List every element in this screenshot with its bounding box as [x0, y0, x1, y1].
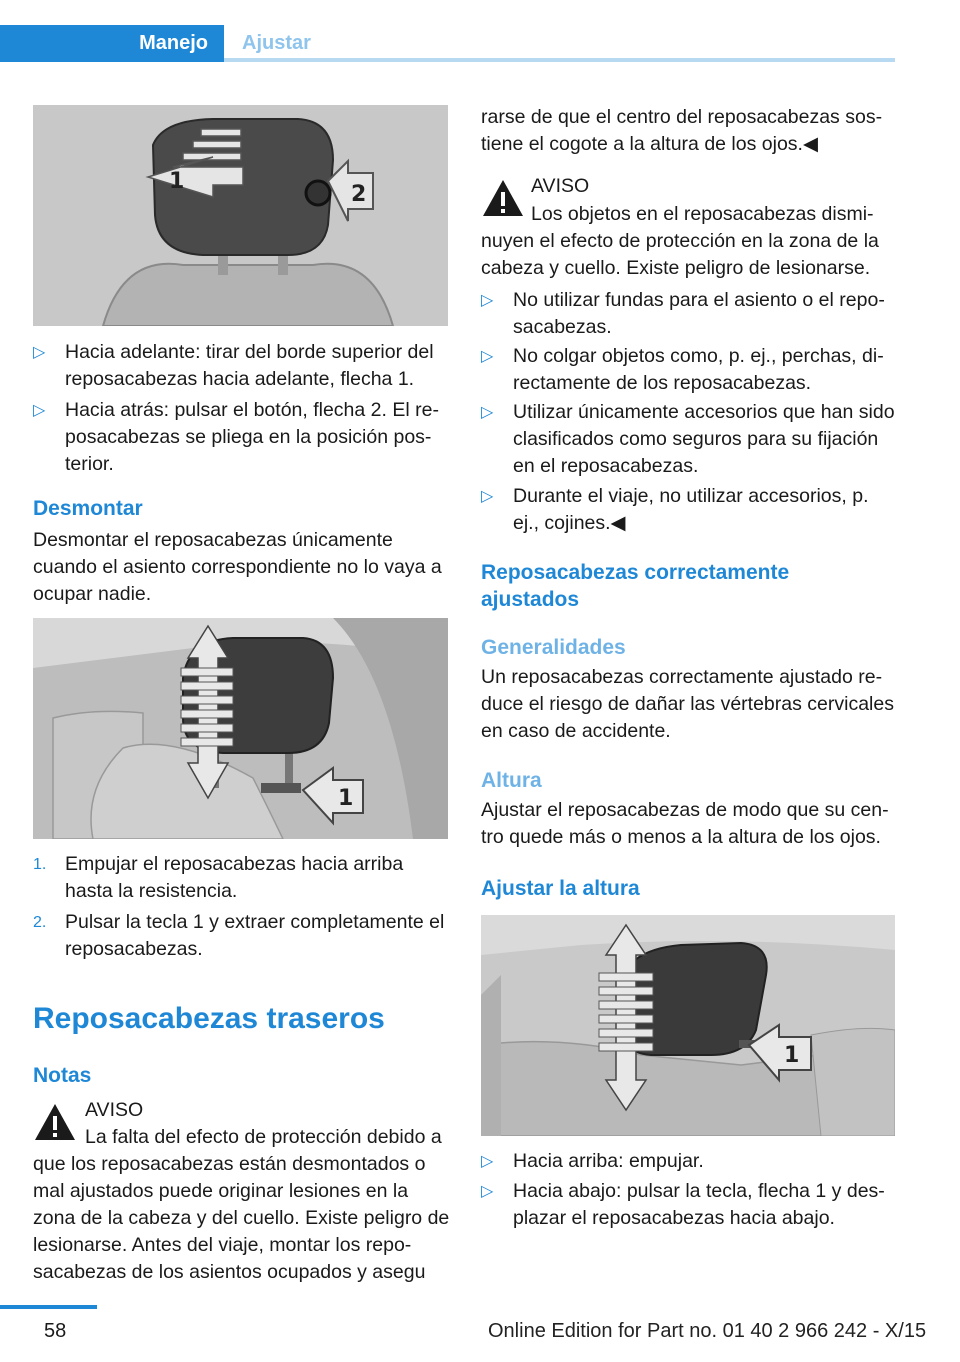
img3-label-1: 1	[784, 1043, 800, 1068]
generalidades-paragraph: Un reposacabezas correctamente ajustado reduce el riesgo de dañar las vértebras cervicales en caso de accidente.	[481, 666, 894, 742]
bullet-forward	[33, 339, 449, 393]
aviso-text-right: Los objetos en el reposacabezas disminuyen el efecto de protección en la zona de la cabeza y cuello. Existe peligro de lesionarse.	[481, 203, 879, 279]
bullet-marker: ▷	[481, 348, 494, 365]
heading-correct: Reposacabezas correctamente ajustados	[481, 561, 790, 611]
heading-ajustar-altura: Ajustar la altura	[481, 877, 640, 900]
bullet-down	[481, 1178, 897, 1232]
step-number: 2.	[33, 914, 47, 931]
step-text: Pulsar la tecla 1 y extraer completamente el reposacabezas.	[65, 911, 445, 960]
bullet-marker: ▷	[481, 1183, 494, 1200]
bullet-text: Hacia adelante: tirar del borde superior del reposacabezas hacia adelante, flecha 1.	[65, 341, 434, 390]
img1-label-1: 1	[169, 169, 185, 194]
section-title: Reposacabezas traseros	[33, 1002, 385, 1035]
aviso-label: AVISO	[85, 1099, 144, 1121]
tab-ajustar-label: Ajustar	[242, 32, 311, 54]
bullet-text: Hacia atrás: pulsar el botón, flecha 2. El reposacabezas se pliega en la posición posterior.	[65, 399, 439, 475]
img1-label-2: 2	[351, 182, 367, 207]
bullet-marker: ▷	[481, 488, 494, 505]
bullet-item	[481, 483, 897, 537]
aviso-paragraph-right	[481, 201, 901, 282]
tab-ajustar[interactable]	[224, 25, 895, 62]
heading-desmontar: Desmontar	[33, 497, 143, 520]
step-2	[33, 909, 449, 963]
bullet-text: Durante el viaje, no utilizar accesorios, p. ej., cojines.◀	[513, 485, 869, 534]
step-1	[33, 851, 449, 905]
bullet-marker: ▷	[481, 292, 494, 309]
bullet-up	[481, 1148, 897, 1175]
desmontar-paragraph: Desmontar el reposacabezas únicamente cuando el asiento correspondiente no lo vaya a ocupar nadie.	[33, 529, 442, 605]
edition-text: Online Edition for Part no. 01 40 2 966 242 - X/15	[488, 1320, 927, 1342]
continued-paragraph: rarse de que el centro del reposacabezas sostiene el cogote a la altura de los ojos.◀	[481, 106, 883, 155]
bullet-text: No utilizar fundas para el asiento o el reposacabezas.	[513, 289, 885, 338]
aviso-paragraph	[33, 1124, 453, 1286]
bullet-text: No colgar objetos como, p. ej., perchas, directamente de los reposacabezas.	[513, 345, 884, 394]
headrest-tilt-illustration	[33, 105, 448, 326]
bullet-item	[481, 399, 897, 480]
bullet-marker: ▷	[481, 1153, 494, 1170]
heading-generalidades: Generalidades	[481, 636, 626, 659]
img2-label-1: 1	[338, 786, 354, 811]
altura-paragraph: Ajustar el reposacabezas de modo que su centro quede más o menos a la altura de los ojos.	[481, 799, 889, 848]
tab-underline	[224, 58, 895, 62]
bullet-text: Utilizar únicamente accesorios que han sido clasificados como seguros para su fijación en el reposacabezas.	[513, 401, 895, 477]
aviso-label-right: AVISO	[531, 175, 590, 197]
bullet-text: Hacia arriba: empujar.	[513, 1150, 704, 1172]
headrest-height-illustration	[481, 915, 895, 1136]
headrest-remove-illustration	[33, 618, 448, 839]
bullet-marker: ▷	[481, 404, 494, 421]
bullet-marker: ▷	[33, 344, 46, 361]
bullet-text: Hacia abajo: pulsar la tecla, flecha 1 y desplazar el reposacabezas hacia abajo.	[513, 1180, 885, 1229]
bullet-item	[481, 287, 897, 341]
footer-accent-line	[0, 1305, 97, 1309]
aviso-text: La falta del efecto de protección debido a que los reposacabezas están desmontados o mal ajustados puede originar lesiones en la zona de la cabeza y del cuello. Existe peligro de lesionarse. Antes del viaje, montar los reposacabezas de los asientos ocupados y asegu	[33, 1126, 450, 1283]
bullet-backward	[33, 397, 449, 478]
tab-manejo-label: Manejo	[139, 32, 208, 54]
bullet-marker: ▷	[33, 402, 46, 419]
header-tabs	[0, 25, 895, 62]
page-number: 58	[44, 1320, 67, 1342]
step-text: Empujar el reposacabezas hacia arriba hasta la resistencia.	[65, 853, 404, 902]
heading-notas: Notas	[33, 1064, 92, 1087]
bullet-item	[481, 343, 897, 397]
step-number: 1.	[33, 856, 47, 873]
tab-manejo[interactable]	[0, 25, 224, 62]
heading-altura: Altura	[481, 769, 542, 792]
